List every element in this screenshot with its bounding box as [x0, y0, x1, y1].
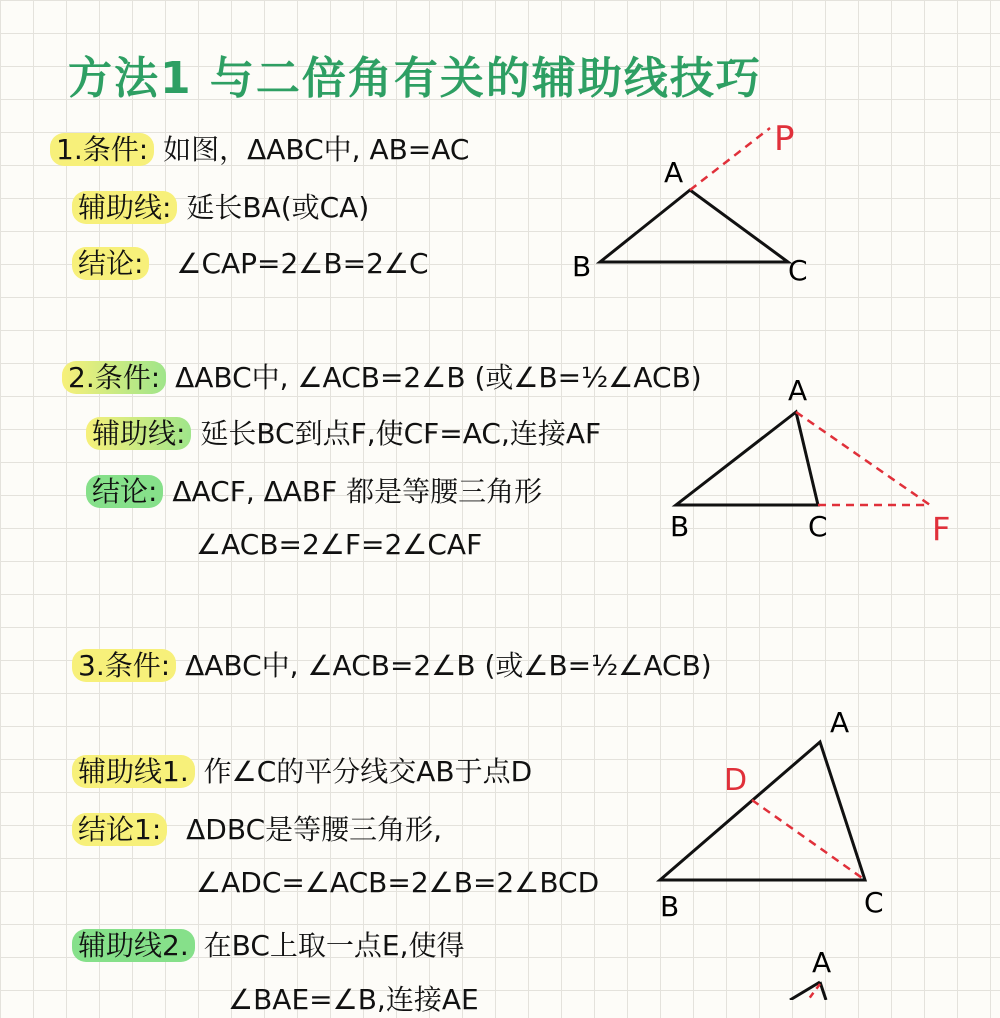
- fig2-label-b: B: [670, 510, 690, 543]
- s3-conclusion1-label: 结论1:: [72, 813, 167, 846]
- fig2-triangle-abc: [676, 412, 818, 505]
- fig1-label-p: P: [774, 119, 795, 159]
- s3-aux2-text: 在BC上取一点E,使得: [203, 929, 465, 962]
- fig3-bisector-cd: [752, 800, 865, 880]
- s3-aux1-label: 辅助线1.: [72, 755, 195, 788]
- s1-conclusion-text: ∠CAP=2∠B=2∠C: [176, 247, 429, 280]
- fig3-label-c: C: [864, 886, 884, 919]
- s2-aux-text: 延长BC到点F,使CF=AC,连接AF: [200, 417, 602, 450]
- fig3-label-b: B: [660, 890, 680, 923]
- s1-aux-text: 延长BA(或CA): [186, 191, 370, 224]
- s2-conclusion-label: 结论:: [86, 475, 163, 508]
- fig1-extension-ap: [690, 128, 770, 190]
- s2-condition-text: ΔABC中, ∠ACB=2∠B (或∠B=½∠ACB): [175, 361, 702, 394]
- figure-3: [660, 706, 884, 923]
- fig1-label-a: A: [664, 156, 684, 189]
- s1-aux-label: 辅助线:: [72, 191, 177, 224]
- figure-4: [790, 946, 831, 1000]
- fig1-label-b: B: [572, 250, 592, 283]
- fig2-label-c: C: [808, 510, 828, 543]
- s3-conclusion1-text-2: ∠ADC=∠ACB=2∠B=2∠BCD: [196, 866, 600, 899]
- fig4-label-a: A: [812, 946, 832, 979]
- s2-aux-label: 辅助线:: [86, 417, 191, 450]
- figure-2: [670, 374, 950, 548]
- s1-condition-label: 1.条件:: [50, 133, 154, 166]
- s3-aux2-label: 辅助线2.: [72, 929, 195, 962]
- figure-1: [572, 119, 808, 287]
- s3-aux1-text: 作∠C的平分线交AB于点D: [203, 755, 533, 788]
- s3-condition-label: 3.条件:: [72, 649, 176, 682]
- fig2-label-f: F: [932, 510, 951, 548]
- fig1-triangle-abc: [600, 190, 788, 262]
- s2-condition-label: 2.条件:: [62, 361, 166, 394]
- s1-condition-text: 如图，ΔABC中, AB=AC: [163, 133, 470, 166]
- fig3-label-d: D: [724, 763, 748, 798]
- s2-conclusion-text-2: ∠ACB=2∠F=2∠CAF: [196, 528, 483, 561]
- fig1-label-c: C: [788, 254, 808, 287]
- s3-condition-text: ΔABC中, ∠ACB=2∠B (或∠B=½∠ACB): [185, 649, 712, 682]
- fig3-label-a: A: [830, 706, 850, 739]
- s3-conclusion1-text: ΔDBC是等腰三角形,: [186, 813, 443, 846]
- s1-conclusion-label: 结论:: [72, 247, 149, 280]
- s2-conclusion-text: ΔACF, ΔABF 都是等腰三角形: [172, 475, 543, 508]
- page-title: 方法1 与二倍角有关的辅助线技巧: [68, 53, 762, 104]
- fig2-label-a: A: [788, 374, 808, 407]
- s3-aux2-text-2: ∠BAE=∠B,连接AE: [228, 983, 479, 1016]
- fig4-side-ab: [790, 982, 820, 1000]
